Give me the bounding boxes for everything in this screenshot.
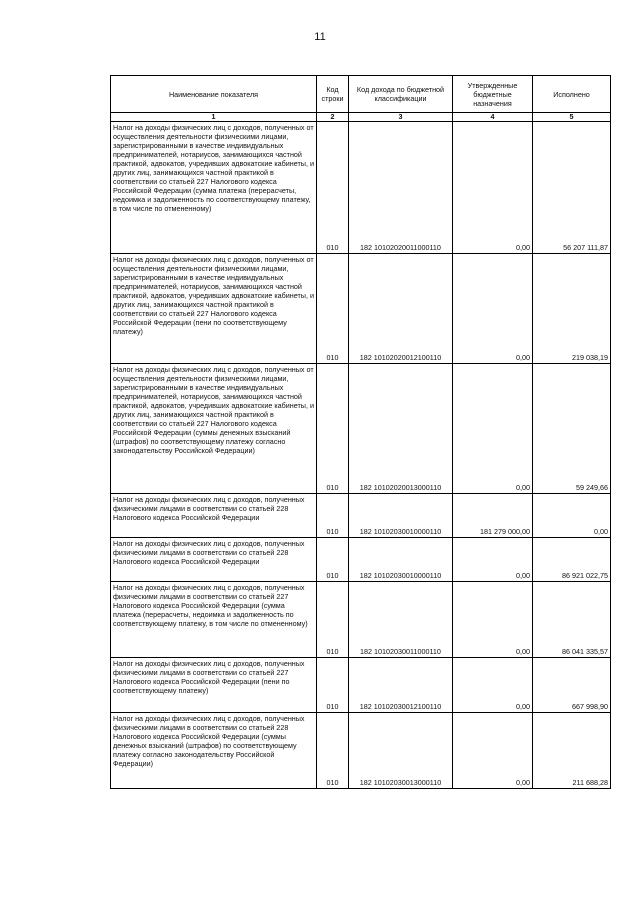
line-code: 010 — [317, 582, 349, 658]
income-code: 182 10102030013000110 — [349, 713, 453, 789]
header-approved: Утвержденные бюджетные назначения — [453, 76, 533, 113]
income-code: 182 10102020012100110 — [349, 254, 453, 364]
approved-amount: 0,00 — [453, 364, 533, 494]
line-code: 010 — [317, 254, 349, 364]
approved-amount: 0,00 — [453, 538, 533, 582]
header-indicator-name: Наименование показателя — [111, 76, 317, 113]
column-number: 4 — [453, 113, 533, 122]
column-number: 2 — [317, 113, 349, 122]
executed-amount: 667 998,90 — [533, 658, 611, 713]
table-row — [111, 713, 611, 789]
table-row — [111, 254, 611, 364]
line-code: 010 — [317, 658, 349, 713]
indicator-name: Налог на доходы физических лиц с доходов, полученных физическими лицами в соответствии со статьей 228 Налогового кодекса Российской Федерации (суммы денежных взысканий (штрафов) по соответствующему платежу согласно законодательству Российской Федерации) — [111, 713, 317, 789]
column-number: 1 — [111, 113, 317, 122]
income-code: 182 10102030010000110 — [349, 538, 453, 582]
header-row — [111, 76, 611, 113]
executed-amount: 219 038,19 — [533, 254, 611, 364]
income-code: 182 10102020013000110 — [349, 364, 453, 494]
executed-amount: 86 041 335,57 — [533, 582, 611, 658]
table-row — [111, 582, 611, 658]
executed-amount: 211 688,28 — [533, 713, 611, 789]
column-numbers-row — [111, 113, 611, 122]
header-income-code: Код дохода по бюджетной классификации — [349, 76, 453, 113]
approved-amount: 0,00 — [453, 582, 533, 658]
approved-amount: 0,00 — [453, 254, 533, 364]
income-code: 182 10102030012100110 — [349, 658, 453, 713]
indicator-name: Налог на доходы физических лиц с доходов, полученных от осуществления деятельности физическими лицами, зарегистрированными в качестве индивидуальных предпринимателей, нотариусов, занимающихся частной практикой, адвокатов, учредивших адвокатские кабинеты, и других лиц, занимающихся частной практикой в соответствии со статьей 227 Налогового кодекса Российской Федерации (суммы денежных взысканий (штрафов) по соответствующему платежу согласно законодательству Российской Федерации) — [111, 364, 317, 494]
line-code: 010 — [317, 494, 349, 538]
indicator-name: Налог на доходы физических лиц с доходов, полученных физическими лицами в соответствии со статьей 227 Налогового кодекса Российской Федерации (пени по соответствующему платежу) — [111, 658, 317, 713]
indicator-name: Налог на доходы физических лиц с доходов, полученных физическими лицами в соответствии со статьей 228 Налогового кодекса Российской Федерации — [111, 494, 317, 538]
indicator-name: Налог на доходы физических лиц с доходов, полученных от осуществления деятельности физическими лицами, зарегистрированными в качестве индивидуальных предпринимателей, нотариусов, занимающихся частной практикой, адвокатов, учредивших адвокатские кабинеты, и других лиц, занимающихся частной практикой в соответствии со статьей 227 Налогового кодекса Российской Федерации (сумма платежа (перерасчеты, недоимка и задолженность по соответствующему платежу, в том числе по отмененному) — [111, 122, 317, 254]
line-code: 010 — [317, 122, 349, 254]
table-row — [111, 122, 611, 254]
table-row — [111, 494, 611, 538]
column-number: 3 — [349, 113, 453, 122]
indicator-name: Налог на доходы физических лиц с доходов, полученных физическими лицами в соответствии со статьей 227 Налогового кодекса Российской Федерации (сумма платежа (перерасчеты, недоимка и задолженность по соответствующему платежу, в том числе по отмененному) — [111, 582, 317, 658]
budget-execution-table — [110, 75, 611, 789]
executed-amount: 0,00 — [533, 494, 611, 538]
approved-amount: 181 279 000,00 — [453, 494, 533, 538]
indicator-name: Налог на доходы физических лиц с доходов, полученных от осуществления деятельности физическими лицами, зарегистрированными в качестве индивидуальных предпринимателей, нотариусов, занимающихся частной практикой, адвокатов, учредивших адвокатские кабинеты, и других лиц, занимающихся частной практикой в соответствии со статьей 227 Налогового кодекса Российской Федерации (пени по соответствующему платежу) — [111, 254, 317, 364]
table-row — [111, 364, 611, 494]
header-line-code: Код строки — [317, 76, 349, 113]
approved-amount: 0,00 — [453, 713, 533, 789]
table-row — [111, 538, 611, 582]
income-code: 182 10102030011000110 — [349, 582, 453, 658]
approved-amount: 0,00 — [453, 658, 533, 713]
column-number: 5 — [533, 113, 611, 122]
income-code: 182 10102020011000110 — [349, 122, 453, 254]
income-code: 182 10102030010000110 — [349, 494, 453, 538]
line-code: 010 — [317, 364, 349, 494]
executed-amount: 86 921 022,75 — [533, 538, 611, 582]
header-executed: Исполнено — [533, 76, 611, 113]
line-code: 010 — [317, 538, 349, 582]
line-code: 010 — [317, 713, 349, 789]
executed-amount: 59 249,66 — [533, 364, 611, 494]
table-row — [111, 658, 611, 713]
page-number: 11 — [314, 31, 326, 43]
approved-amount: 0,00 — [453, 122, 533, 254]
indicator-name: Налог на доходы физических лиц с доходов, полученных физическими лицами в соответствии со статьей 228 Налогового кодекса Российской Федерации — [111, 538, 317, 582]
executed-amount: 56 207 111,87 — [533, 122, 611, 254]
